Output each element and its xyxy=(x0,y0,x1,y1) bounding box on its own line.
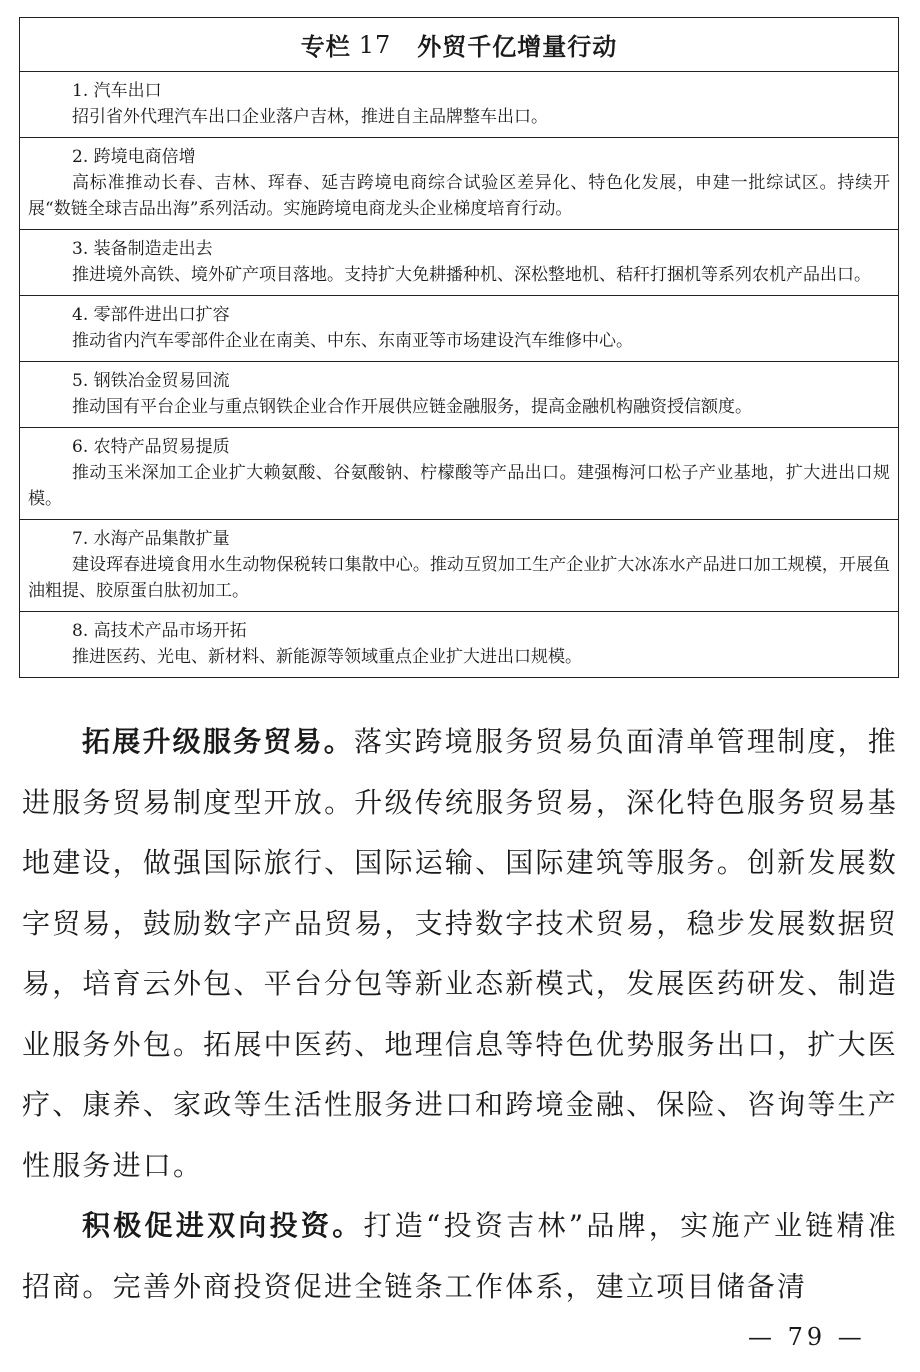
column-box xyxy=(19,17,899,678)
item-heading: 6. 农特产品贸易提质 xyxy=(72,437,230,457)
item-body: 高标准推动长春、吉林、珲春、延吉跨境电商综合试验区差异化、特色化发展，申建一批综试区。持续开展“数链全球吉品出海”系列活动。实施跨境电商龙头企业梯度培育行动。 xyxy=(28,173,890,219)
paragraph-text: 打造“投资吉林”品牌，实施产业链精准招商。完善外商投资促进全链条工作体系，建立项目储备清 xyxy=(22,1209,898,1303)
column-item xyxy=(20,520,898,612)
item-body: 推进医药、光电、新材料、新能源等领域重点企业扩大进出口规模。 xyxy=(72,647,582,667)
column-item xyxy=(20,612,898,677)
item-body: 推进境外高铁、境外矿产项目落地。支持扩大免耕播种机、深松整地机、秸秆打捆机等系列农机产品出口。 xyxy=(72,265,871,285)
item-heading: 5. 钢铁冶金贸易回流 xyxy=(72,371,230,391)
column-item xyxy=(20,296,898,362)
item-heading: 2. 跨境电商倍增 xyxy=(72,147,196,167)
item-heading: 3. 装备制造走出去 xyxy=(72,239,213,259)
column-item xyxy=(20,362,898,428)
item-body: 建设珲春进境食用水生动物保税转口集散中心。推动互贸加工生产企业扩大冰冻水产品进口加工规模，开展鱼油粗提、胶原蛋白肽初加工。 xyxy=(28,555,890,601)
paragraph-text: 落实跨境服务贸易负面清单管理制度，推进服务贸易制度型开放。升级传统服务贸易，深化特色服务贸易基地建设，做强国际旅行、国际运输、国际建筑等服务。创新发展数字贸易，鼓励数字产品贸易，支持数字技术贸易，稳步发展数据贸易，培育云外包、平台分包等新业态新模式，发展医药研发、制造业服务外包。拓展中医药、地理信息等特色优势服务出口，扩大医疗、康养、家政等生活性服务进口和跨境金融、保险、咨询等生产性服务进口。 xyxy=(22,725,898,1182)
item-body: 招引省外代理汽车出口企业落户吉林，推进自主品牌整车出口。 xyxy=(72,107,548,127)
item-body: 推动国有平台企业与重点钢铁企业合作开展供应链金融服务，提高金融机构融资授信额度。 xyxy=(72,397,752,417)
paragraph xyxy=(22,712,898,1196)
page-number: — 79 — xyxy=(748,1323,866,1351)
item-heading: 7. 水海产品集散扩量 xyxy=(72,529,230,549)
column-title-prefix: 专栏 xyxy=(300,33,351,61)
column-title-number: 17 xyxy=(358,30,392,59)
column-item xyxy=(20,428,898,520)
column-item xyxy=(20,72,898,138)
column-item xyxy=(20,230,898,296)
paragraph-lead: 积极促进双向投资。 xyxy=(82,1209,364,1242)
column-item xyxy=(20,138,898,230)
item-heading: 1. 汽车出口 xyxy=(72,81,162,101)
paragraph-lead: 拓展升级服务贸易。 xyxy=(82,725,355,758)
item-body: 推动省内汽车零部件企业在南美、中东、东南亚等市场建设汽车维修中心。 xyxy=(72,331,633,351)
item-body: 推动玉米深加工企业扩大赖氨酸、谷氨酸钠、柠檬酸等产品出口。建强梅河口松子产业基地，扩大进出口规模。 xyxy=(28,463,890,509)
column-title-text: 外贸千亿增量行动 xyxy=(417,33,618,61)
item-heading: 8. 高技术产品市场开拓 xyxy=(72,621,247,641)
column-title xyxy=(20,18,898,72)
item-heading: 4. 零部件进出口扩容 xyxy=(72,305,230,325)
paragraph xyxy=(22,1196,898,1317)
body-text xyxy=(22,712,898,1317)
